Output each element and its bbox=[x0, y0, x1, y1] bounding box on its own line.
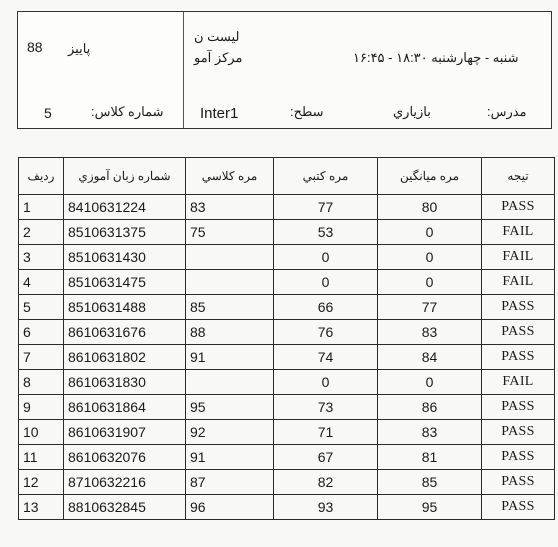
table-row bbox=[19, 195, 555, 220]
average-score-cell: 86 bbox=[378, 395, 482, 420]
result-cell: PASS bbox=[482, 495, 555, 520]
class-score-cell: 88 bbox=[186, 320, 274, 345]
student-id-cell: 8510631488 bbox=[64, 295, 186, 320]
row-number-cell: 2 bbox=[19, 220, 64, 245]
row-number-cell: 4 bbox=[19, 270, 64, 295]
student-id-cell: 8710632216 bbox=[64, 470, 186, 495]
col-header-class-score: مره کلاسي bbox=[186, 158, 274, 195]
table-row bbox=[19, 320, 555, 345]
teacher-value: بازیاري bbox=[393, 104, 431, 119]
row-number-cell: 10 bbox=[19, 420, 64, 445]
written-score-cell: 74 bbox=[274, 345, 378, 370]
table-row bbox=[19, 345, 555, 370]
average-score-cell: 95 bbox=[378, 495, 482, 520]
student-id-cell: 8410631224 bbox=[64, 195, 186, 220]
result-cell: PASS bbox=[482, 470, 555, 495]
table-row bbox=[19, 370, 555, 395]
student-id-cell: 8510631375 bbox=[64, 220, 186, 245]
class-score-cell bbox=[186, 370, 274, 395]
written-score-cell: 0 bbox=[274, 370, 378, 395]
student-id-cell: 8610631830 bbox=[64, 370, 186, 395]
student-id-cell: 8610631676 bbox=[64, 320, 186, 345]
class-score-cell bbox=[186, 270, 274, 295]
col-header-written-score: مره کتبي bbox=[274, 158, 378, 195]
result-cell: PASS bbox=[482, 420, 555, 445]
student-id-cell: 8610631864 bbox=[64, 395, 186, 420]
table-row bbox=[19, 495, 555, 520]
season-label: پاییز bbox=[68, 41, 91, 56]
student-id-cell: 8510631475 bbox=[64, 270, 186, 295]
col-header-result: تیجه bbox=[482, 158, 555, 195]
row-number-cell: 12 bbox=[19, 470, 64, 495]
result-cell: PASS bbox=[482, 395, 555, 420]
table-row bbox=[19, 220, 555, 245]
result-cell: PASS bbox=[482, 195, 555, 220]
table-header-row bbox=[19, 158, 555, 195]
student-id-cell: 8510631430 bbox=[64, 245, 186, 270]
class-score-cell: 87 bbox=[186, 470, 274, 495]
written-score-cell: 77 bbox=[274, 195, 378, 220]
col-header-student-id: شماره زبان آموزي bbox=[64, 158, 186, 195]
result-cell: PASS bbox=[482, 320, 555, 345]
row-number-cell: 1 bbox=[19, 195, 64, 220]
row-number-cell: 11 bbox=[19, 445, 64, 470]
written-score-cell: 71 bbox=[274, 420, 378, 445]
average-score-cell: 81 bbox=[378, 445, 482, 470]
class-number-value: 5 bbox=[44, 105, 52, 121]
result-cell: PASS bbox=[482, 345, 555, 370]
student-id-cell: 8610631802 bbox=[64, 345, 186, 370]
written-score-cell: 0 bbox=[274, 245, 378, 270]
col-header-row-number: ردیف bbox=[19, 158, 64, 195]
class-score-cell bbox=[186, 245, 274, 270]
average-score-cell: 84 bbox=[378, 345, 482, 370]
header-number: 88 bbox=[27, 39, 43, 55]
written-score-cell: 73 bbox=[274, 395, 378, 420]
class-score-cell: 91 bbox=[186, 445, 274, 470]
class-score-cell: 92 bbox=[186, 420, 274, 445]
average-score-cell: 0 bbox=[378, 220, 482, 245]
student-id-cell: 8610632076 bbox=[64, 445, 186, 470]
average-score-cell: 83 bbox=[378, 320, 482, 345]
row-number-cell: 6 bbox=[19, 320, 64, 345]
student-id-cell: 8810632845 bbox=[64, 495, 186, 520]
center-fragment: مرکز آمو bbox=[194, 50, 243, 65]
class-number-label: شماره کلاس: bbox=[91, 104, 164, 119]
written-score-cell: 66 bbox=[274, 295, 378, 320]
row-number-cell: 5 bbox=[19, 295, 64, 320]
table-row bbox=[19, 420, 555, 445]
written-score-cell: 0 bbox=[274, 270, 378, 295]
row-number-cell: 3 bbox=[19, 245, 64, 270]
level-value: Inter1 bbox=[200, 105, 239, 122]
written-score-cell: 67 bbox=[274, 445, 378, 470]
student-id-cell: 8610631907 bbox=[64, 420, 186, 445]
result-cell: FAIL bbox=[482, 220, 555, 245]
grades-table bbox=[18, 157, 555, 520]
row-number-cell: 13 bbox=[19, 495, 64, 520]
title-fragment: لیست ن bbox=[194, 29, 240, 44]
class-score-cell: 83 bbox=[186, 195, 274, 220]
result-cell: PASS bbox=[482, 295, 555, 320]
result-cell: FAIL bbox=[482, 245, 555, 270]
average-score-cell: 0 bbox=[378, 245, 482, 270]
average-score-cell: 77 bbox=[378, 295, 482, 320]
table-row bbox=[19, 470, 555, 495]
result-cell: PASS bbox=[482, 445, 555, 470]
average-score-cell: 83 bbox=[378, 420, 482, 445]
written-score-cell: 93 bbox=[274, 495, 378, 520]
class-score-cell: 96 bbox=[186, 495, 274, 520]
table-row bbox=[19, 395, 555, 420]
table-row bbox=[19, 445, 555, 470]
class-score-cell: 85 bbox=[186, 295, 274, 320]
row-number-cell: 9 bbox=[19, 395, 64, 420]
result-cell: FAIL bbox=[482, 370, 555, 395]
average-score-cell: 80 bbox=[378, 195, 482, 220]
schedule-text: شنبه - چهارشنبه ۱۸:۳۰ - ۱۶:۴۵ bbox=[353, 50, 519, 65]
table-row bbox=[19, 295, 555, 320]
teacher-label: مدرس: bbox=[487, 104, 527, 119]
col-header-average-score: مره میانگین bbox=[378, 158, 482, 195]
class-score-cell: 91 bbox=[186, 345, 274, 370]
written-score-cell: 53 bbox=[274, 220, 378, 245]
class-score-cell: 75 bbox=[186, 220, 274, 245]
table-row bbox=[19, 245, 555, 270]
average-score-cell: 85 bbox=[378, 470, 482, 495]
result-cell: FAIL bbox=[482, 270, 555, 295]
row-number-cell: 7 bbox=[19, 345, 64, 370]
class-score-cell: 95 bbox=[186, 395, 274, 420]
table-row bbox=[19, 270, 555, 295]
average-score-cell: 0 bbox=[378, 370, 482, 395]
level-label: سطح: bbox=[290, 104, 324, 119]
written-score-cell: 82 bbox=[274, 470, 378, 495]
average-score-cell: 0 bbox=[378, 270, 482, 295]
row-number-cell: 8 bbox=[19, 370, 64, 395]
header-box bbox=[17, 11, 552, 129]
written-score-cell: 76 bbox=[274, 320, 378, 345]
